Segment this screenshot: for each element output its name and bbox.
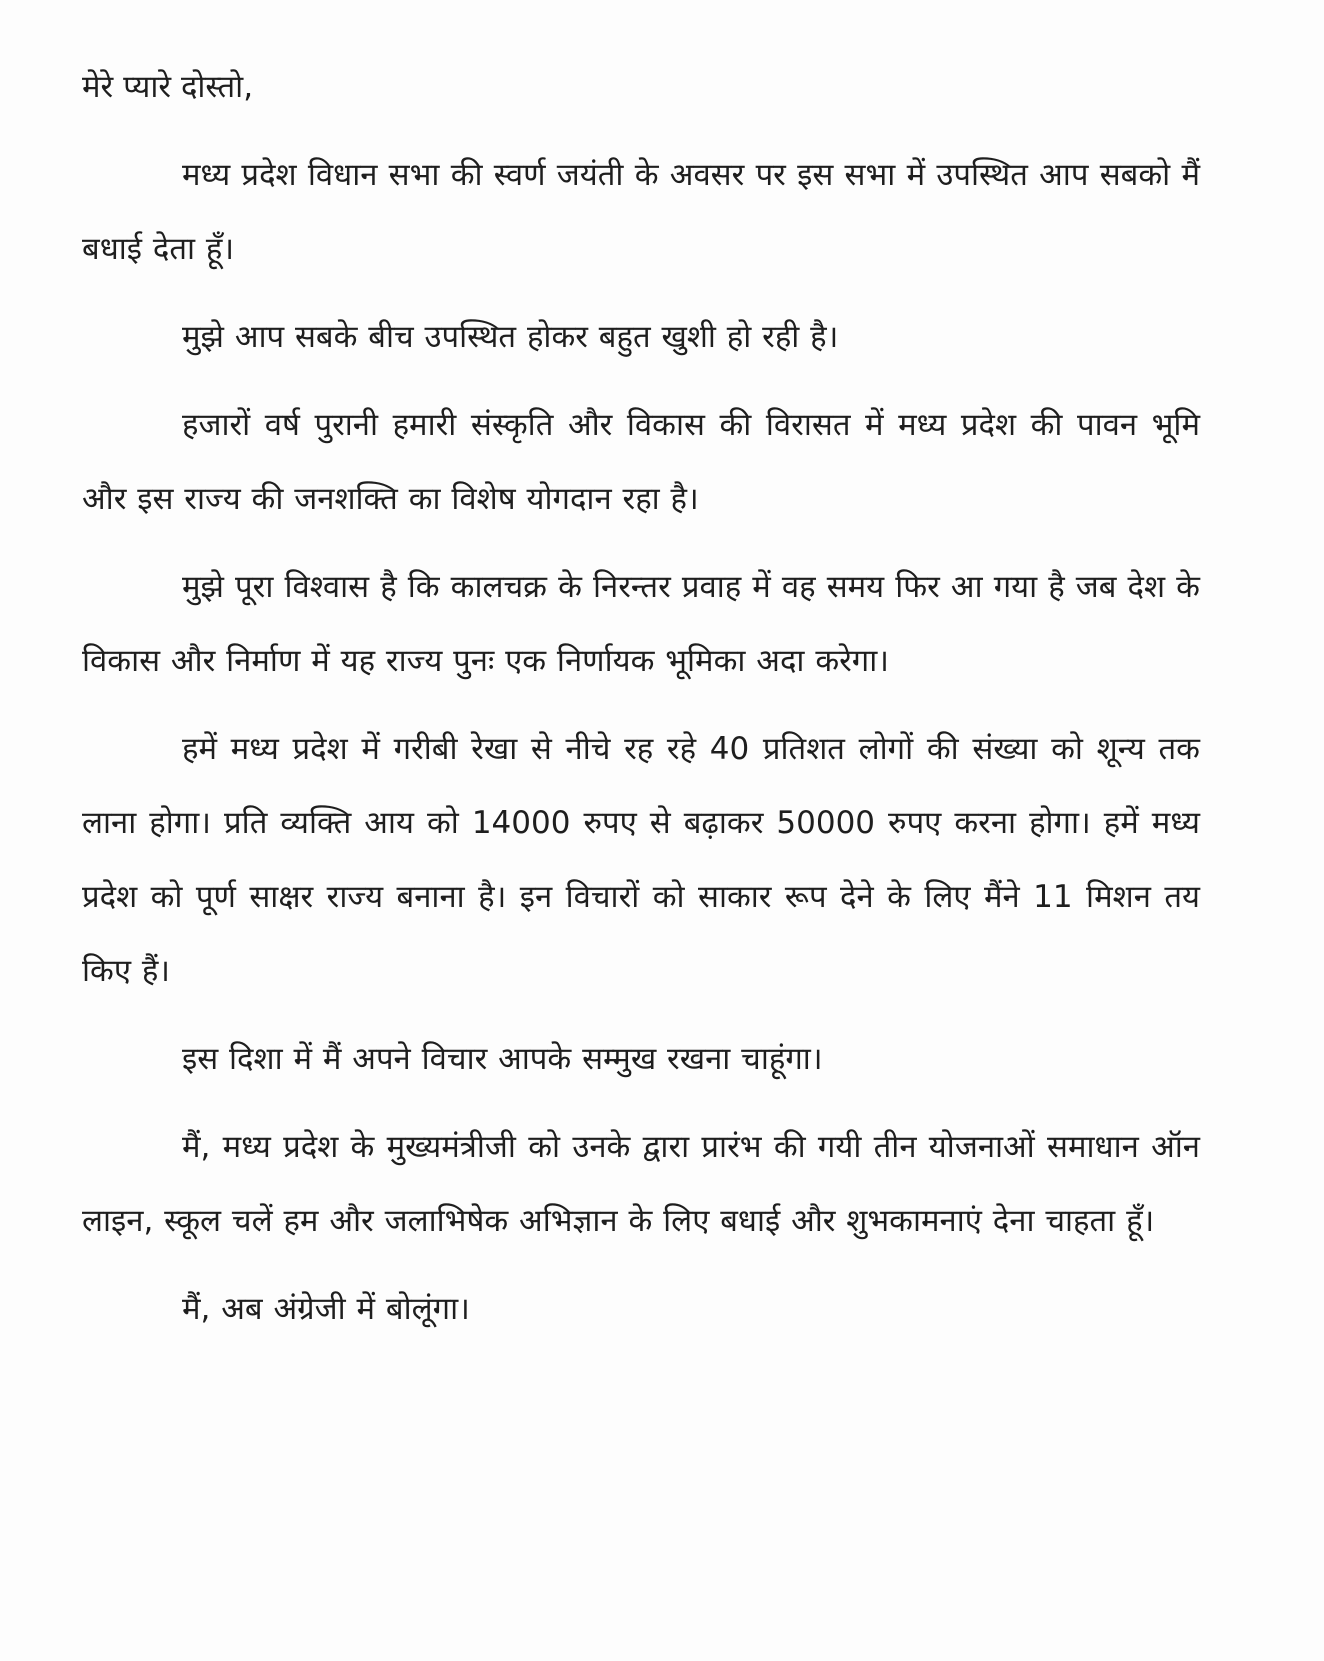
paragraph-greeting: मध्य प्रदेश विधान सभा की स्वर्ण जयंती के अवसर पर इस सभा में उपस्थित आप सबको मैं बधाई देता हूँ। bbox=[82, 157, 1200, 267]
salutation: मेरे प्यारे दोस्तो, bbox=[82, 69, 254, 105]
paragraph-goals: हमें मध्य प्रदेश में गरीबी रेखा से नीचे रह रहे 40 प्रतिशत लोगों की संख्या को शून्य तक लाना होगा। प्रति व्यक्ति आय को 14000 रुपए से बढ़ाकर 50000 रुपए करना होगा। हमें मध्य प्रदेश को पूर्ण साक्षर राज्य बनाना है। इन विचारों को साकार रूप देने के लिए मैंने 11 मिशन तय किए हैं। bbox=[82, 731, 1200, 989]
paragraph-english: मैं, अब अंग्रेजी में बोलूंगा। bbox=[182, 1291, 470, 1327]
paragraph-confidence: मुझे पूरा विश्वास है कि कालचक्र के निरन्तर प्रवाह में वह समय फिर आ गया है जब देश के विकास और निर्माण में यह राज्य पुनः एक निर्णायक भूमिका अदा करेगा। bbox=[82, 569, 1200, 679]
paragraph-congratulations: मैं, मध्य प्रदेश के मुख्यमंत्रीजी को उनके द्वारा प्रारंभ की गयी तीन योजनाओं समाधान ऑन लाइन, स्कूल चलें हम और जलाभिषेक अभिज्ञान के लिए बधाई और शुभकामनाएं देना चाहता हूँ। bbox=[82, 1129, 1200, 1239]
paragraph-thoughts: इस दिशा में मैं अपने विचार आपके सम्मुख रखना चाहूंगा। bbox=[182, 1041, 823, 1077]
paragraph-happiness: मुझे आप सबके बीच उपस्थित होकर बहुत खुशी हो रही है। bbox=[182, 319, 839, 355]
paragraph-heritage: हजारों वर्ष पुरानी हमारी संस्कृति और विकास की विरासत में मध्य प्रदेश की पावन भूमि और इस राज्य की जनशक्ति का विशेष योगदान रहा है। bbox=[82, 407, 1200, 517]
